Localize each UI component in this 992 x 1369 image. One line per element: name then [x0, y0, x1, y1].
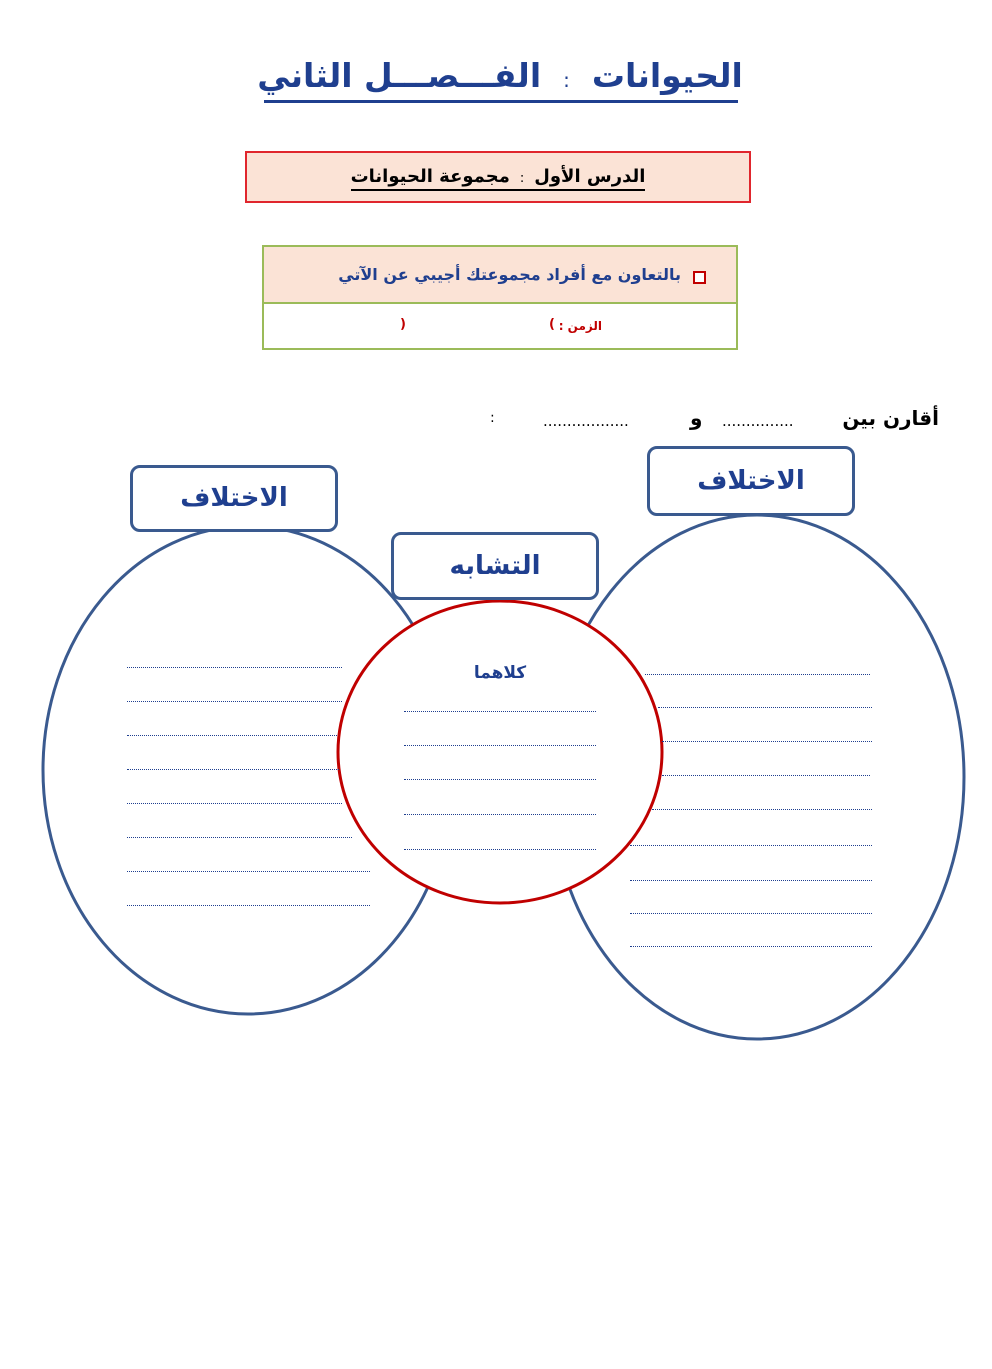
compare-label: أقارن بين	[842, 406, 939, 430]
lesson-separator: :	[519, 171, 525, 186]
writing-line[interactable]	[127, 837, 352, 838]
time-label: الزمن :	[558, 319, 602, 333]
task-instruction: بالتعاون مع أفراد مجموعتك أجيبي عن الآتي	[338, 265, 681, 284]
difference-right-label: الاختلاف	[647, 446, 855, 516]
writing-line[interactable]	[662, 775, 870, 776]
similarity-label: التشابه	[391, 532, 599, 600]
writing-line[interactable]	[630, 946, 872, 947]
writing-line[interactable]	[645, 674, 870, 675]
time-open-paren: (	[549, 317, 555, 332]
writing-line[interactable]	[404, 814, 596, 815]
compare-blank-1[interactable]: ...............	[722, 412, 794, 430]
writing-line[interactable]	[404, 849, 596, 850]
writing-line[interactable]	[630, 880, 872, 881]
writing-line[interactable]	[652, 809, 872, 810]
writing-line[interactable]	[127, 769, 339, 770]
difference-left-label: الاختلاف	[130, 465, 338, 532]
time-close-paren: )	[400, 317, 406, 332]
writing-line[interactable]	[662, 741, 872, 742]
writing-line[interactable]	[630, 913, 872, 914]
compare-blank-2[interactable]: ..................	[543, 412, 629, 430]
title-part1: الحيوانات	[591, 56, 743, 95]
lesson-part1: الدرس الأول	[534, 166, 646, 187]
compare-and: و	[690, 406, 703, 430]
compare-colon: :	[490, 410, 495, 426]
writing-line[interactable]	[630, 845, 872, 846]
title-separator: :	[563, 68, 570, 92]
writing-line[interactable]	[658, 707, 872, 708]
lesson-part2: مجموعة الحيوانات	[350, 166, 510, 187]
both-label: كلاهما	[473, 663, 527, 683]
center-circle	[338, 601, 662, 903]
writing-line[interactable]	[127, 701, 342, 702]
writing-line[interactable]	[127, 905, 370, 906]
writing-line[interactable]	[404, 745, 596, 746]
title-part2: الفـــصـــل الثاني	[257, 56, 542, 95]
writing-line[interactable]	[127, 871, 370, 872]
writing-line[interactable]	[404, 779, 596, 780]
writing-line[interactable]	[404, 711, 596, 712]
writing-line[interactable]	[127, 735, 337, 736]
writing-line[interactable]	[127, 667, 342, 668]
writing-line[interactable]	[127, 803, 342, 804]
